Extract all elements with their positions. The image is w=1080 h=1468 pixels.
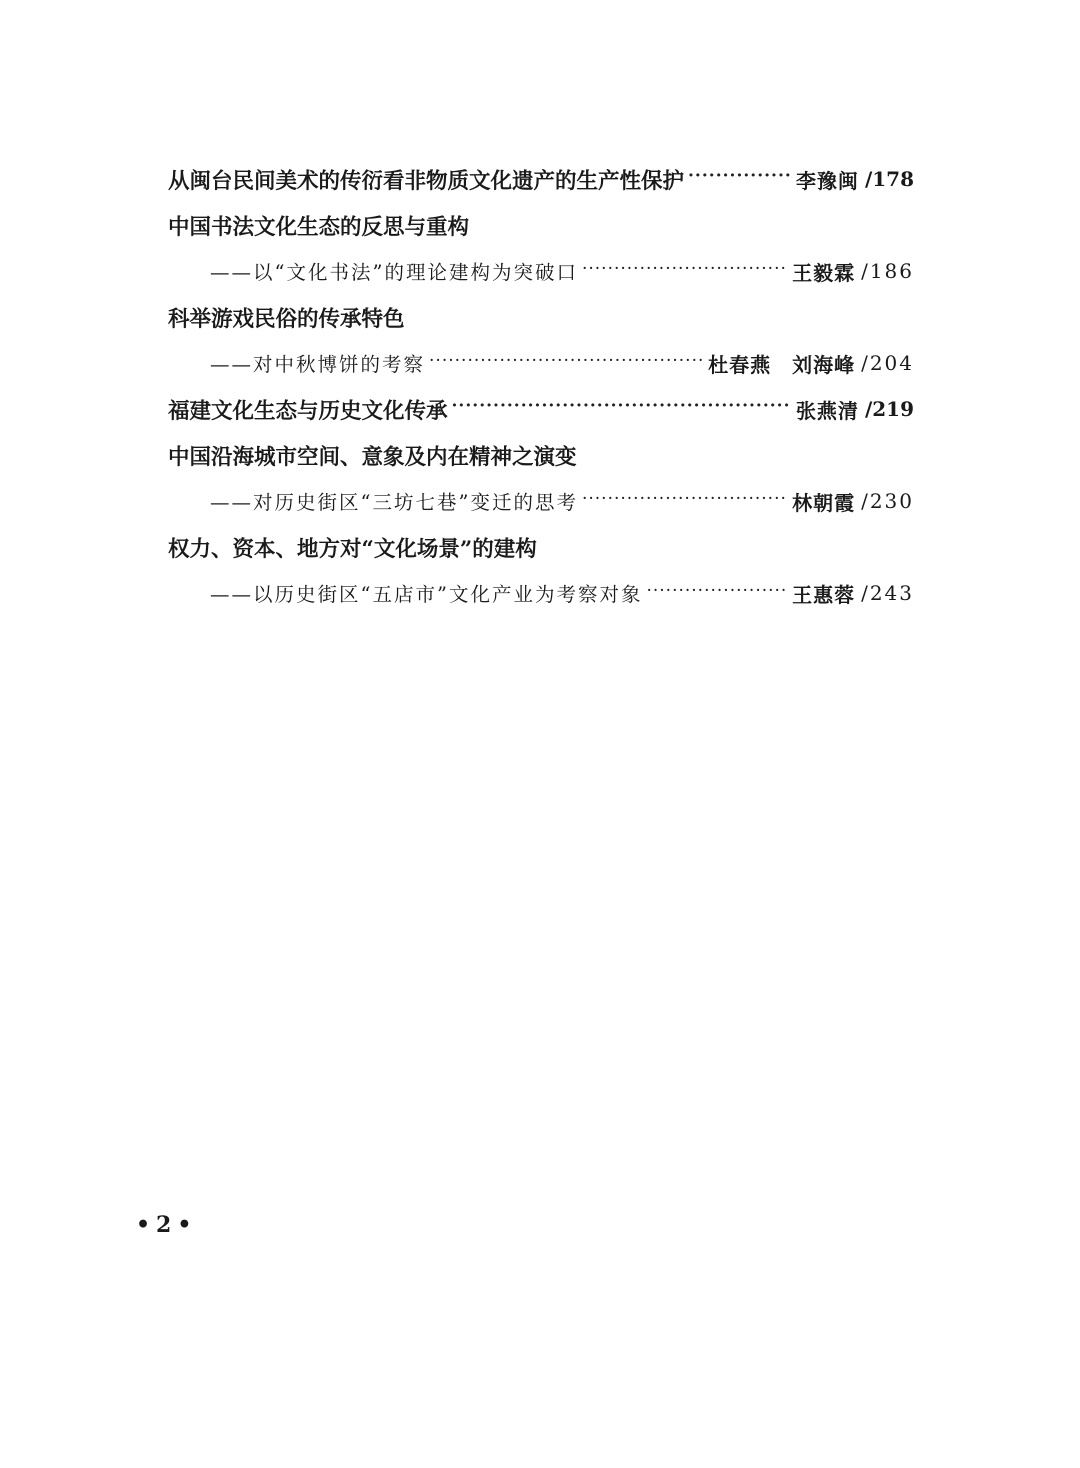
toc-entry: [168, 524, 914, 570]
toc-entry-author: 李豫闽: [795, 168, 859, 193]
toc-entry-page: /230: [861, 489, 914, 513]
toc-entry-title: 中国书法文化生态的反思与重构: [168, 214, 470, 240]
toc-entry: [168, 386, 914, 432]
toc-entry-page: /204: [861, 351, 914, 375]
toc-entry-subline: [168, 570, 914, 616]
toc-entry-page: /178: [864, 167, 914, 191]
toc-entry-subtitle: ——以历史街区“五店市”文化产业为考察对象: [210, 583, 643, 606]
toc-entry-subtitle: ——对中秋博饼的考察: [210, 353, 426, 376]
toc-entry-author: 张燕清: [795, 398, 859, 423]
toc-entry-author: 杜春燕 刘海峰: [708, 352, 856, 377]
toc-entry-title: 中国沿海城市空间、意象及内在精神之演变: [168, 444, 577, 470]
toc-entry-title: 福建文化生态与历史文化传承: [168, 398, 448, 424]
toc-entry: [168, 432, 914, 478]
dot-leader: [646, 583, 788, 603]
dot-leader: [582, 491, 788, 511]
toc-entry-page: /186: [861, 259, 914, 283]
toc-entry-title: 权力、资本、地方对“文化场景”的建构: [168, 536, 537, 562]
page-number: •2•: [136, 1212, 198, 1238]
toc-entry-subline: [168, 248, 914, 294]
toc-entry-author: 王毅霖: [792, 260, 856, 285]
toc-entry-author: 林朝霞: [792, 490, 856, 515]
dot-leader: [452, 398, 792, 420]
table-of-contents: [168, 156, 914, 616]
toc-entry: [168, 156, 914, 202]
toc-entry-subline: [168, 340, 914, 386]
toc-entry: [168, 294, 914, 340]
toc-entry-subtitle: ——以“文化书法”的理论建构为突破口: [210, 261, 578, 284]
dot-leader: [688, 168, 792, 190]
toc-entry-title: 从闽台民间美术的传衍看非物质文化遗产的生产性保护: [168, 168, 685, 194]
toc-entry-subtitle: ——对历史街区“三坊七巷”变迁的思考: [210, 491, 578, 514]
toc-entry-subline: [168, 478, 914, 524]
toc-entry-author: 王惠蓉: [792, 582, 856, 607]
toc-entry-page: /219: [864, 397, 914, 421]
dot-leader: [582, 261, 788, 281]
toc-entry-page: /243: [861, 581, 914, 605]
toc-entry: [168, 202, 914, 248]
toc-entry-title: 科举游戏民俗的传承特色: [168, 306, 405, 332]
dot-leader: [429, 353, 704, 373]
